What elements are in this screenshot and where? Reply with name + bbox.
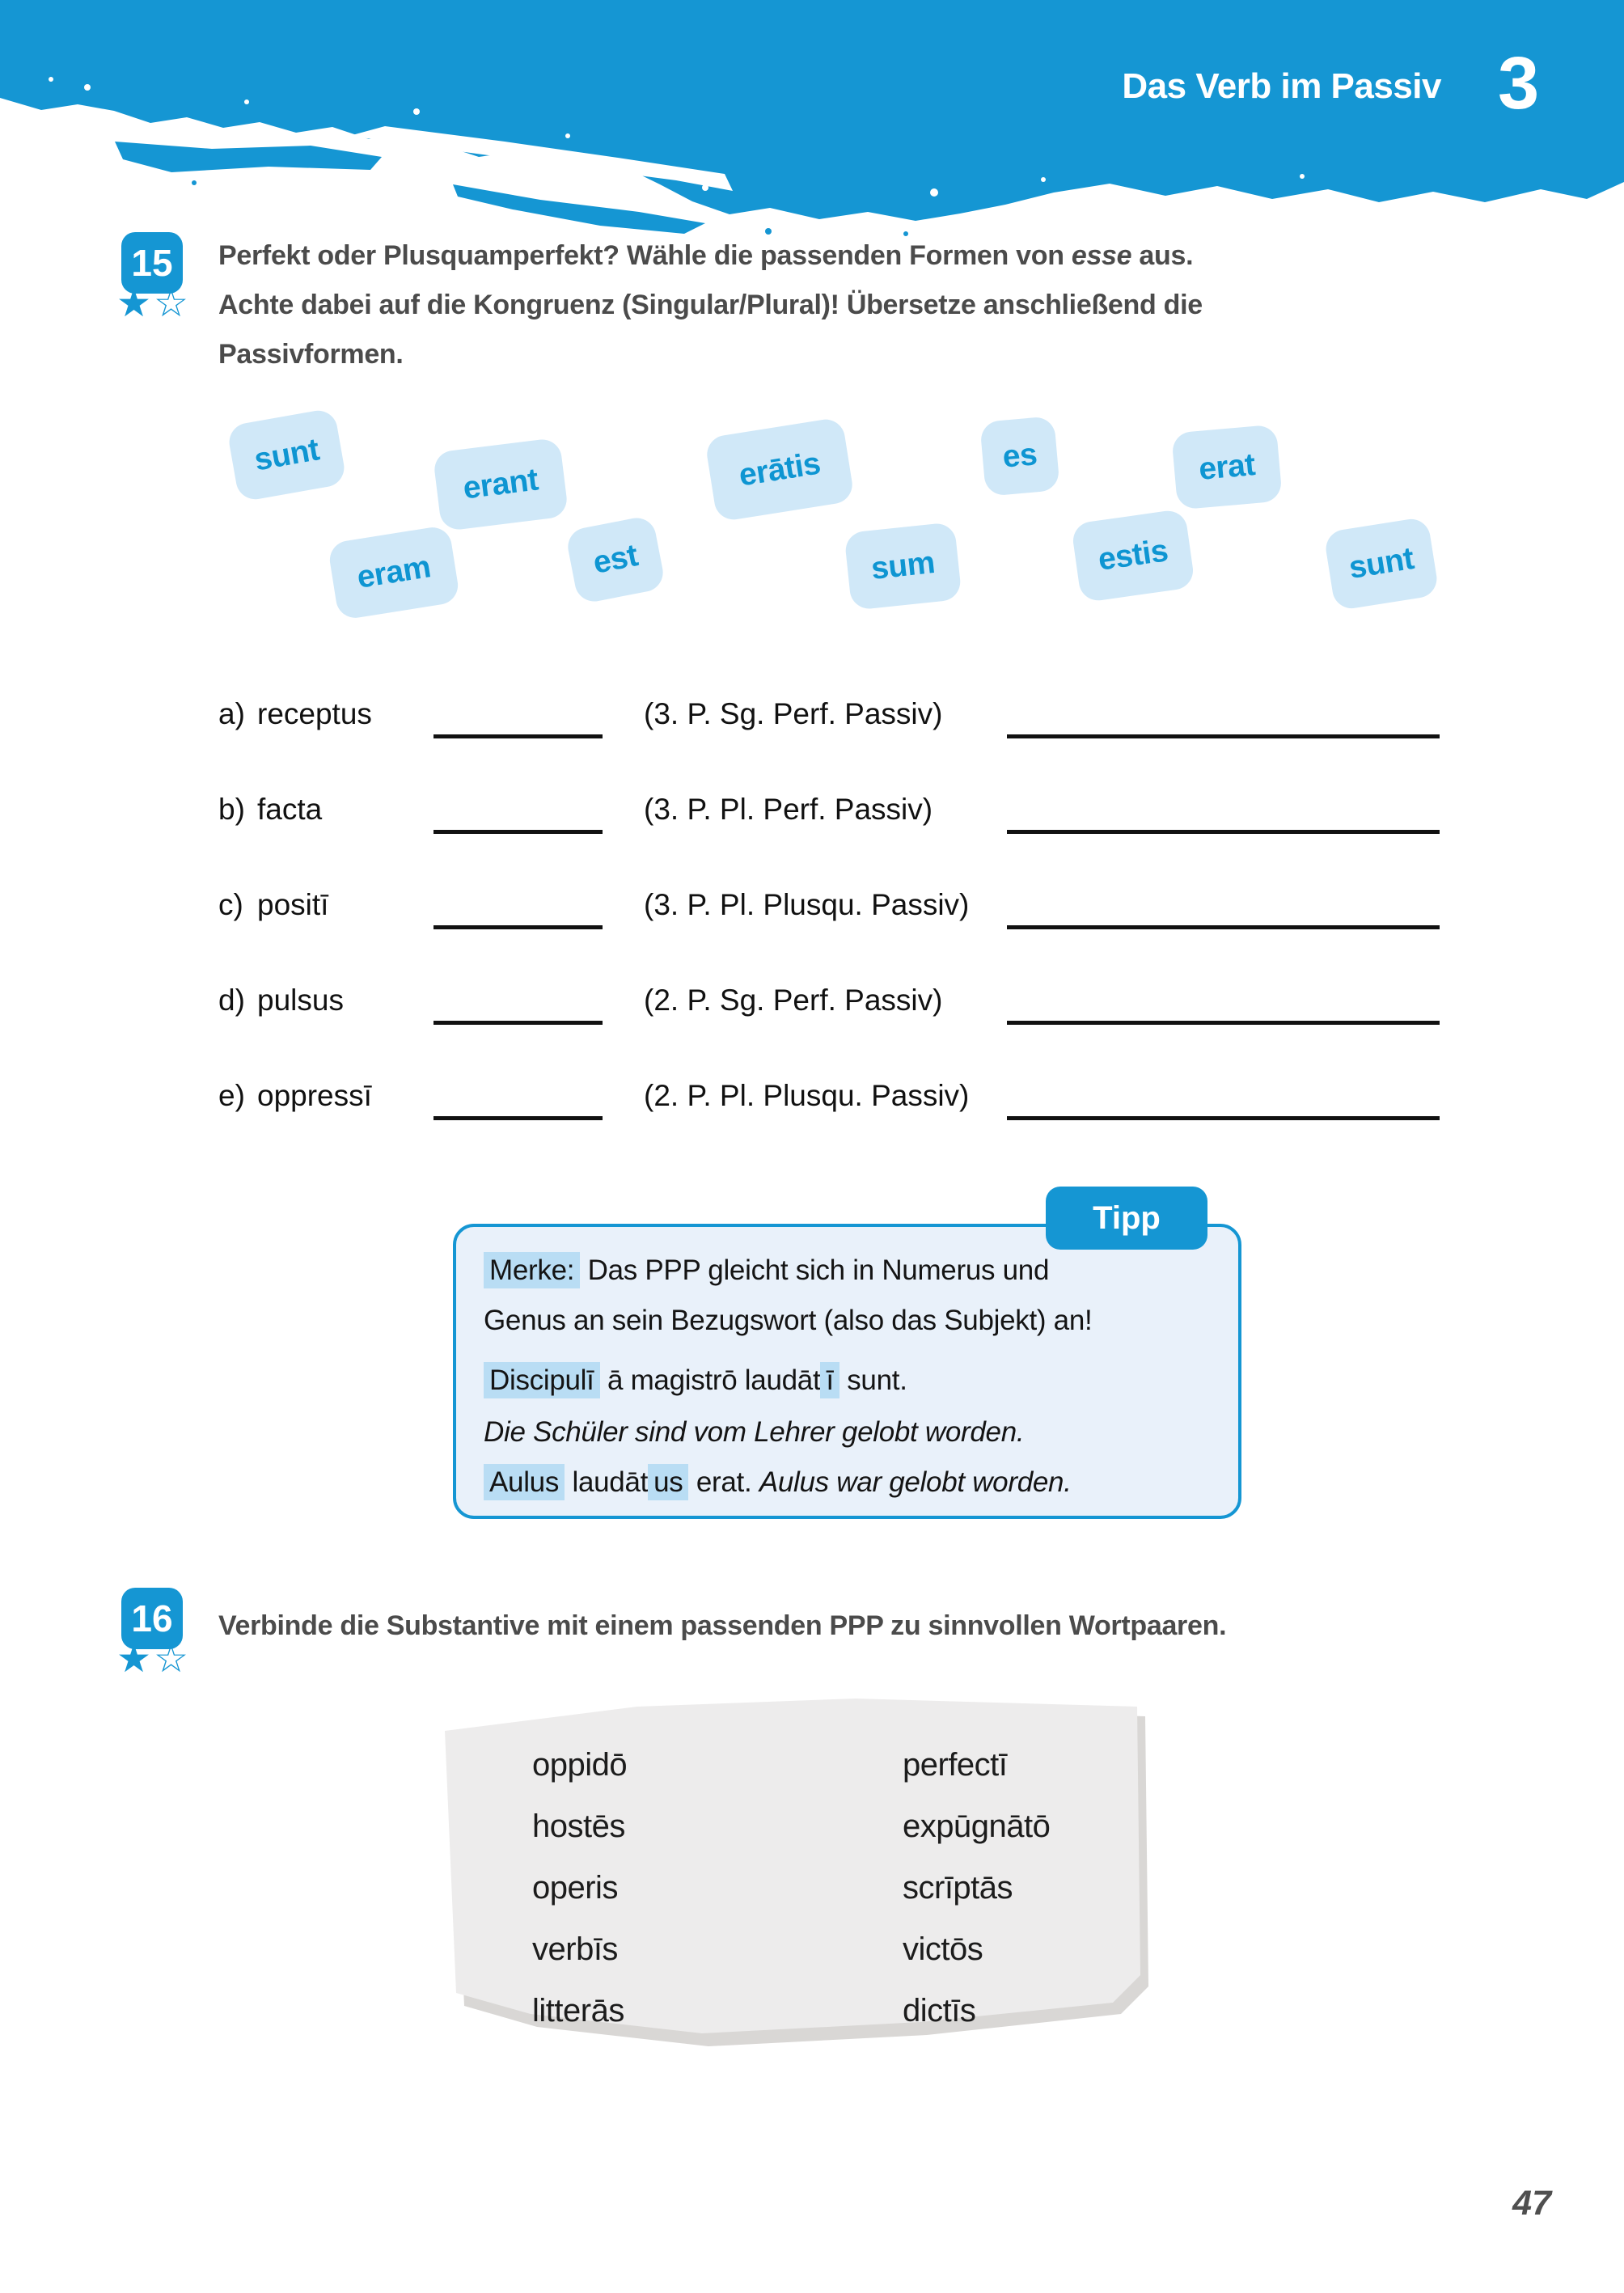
ppp-word: dictīs bbox=[903, 1993, 976, 2029]
word-pair-box bbox=[435, 1687, 1155, 2050]
noun-word: operis bbox=[532, 1870, 618, 1906]
word-bank-pill: sunt bbox=[226, 408, 347, 502]
difficulty-star-filled-icon: ★ bbox=[116, 1638, 154, 1681]
tip-merke-line2 bbox=[484, 1303, 1214, 1339]
word-bank-pill: est bbox=[565, 514, 666, 604]
tip-merke-line bbox=[484, 1253, 1214, 1288]
word-bank-pill: erat bbox=[1171, 425, 1283, 510]
noun-word: hostēs bbox=[532, 1809, 625, 1844]
instruction-text: Perfekt oder Plusquamperfekt? Wähle die passenden Formen von bbox=[218, 240, 1072, 271]
highlighted-term: Merke: bbox=[484, 1252, 580, 1288]
fill-in-row-a bbox=[218, 697, 1440, 793]
highlighted-term: Aulus bbox=[484, 1464, 565, 1500]
row-word: pulsus bbox=[257, 984, 344, 1017]
word-bank-pill: sum bbox=[844, 522, 962, 611]
tip-text: erat. bbox=[688, 1466, 759, 1498]
tip-text-italic: Die Schüler sind vom Lehrer gelobt worden. bbox=[484, 1416, 1025, 1448]
row-hint: (3. P. Sg. Perf. Passiv) bbox=[644, 697, 943, 730]
header-brush-stroke bbox=[0, 0, 1624, 243]
answer-blank-short bbox=[433, 1116, 603, 1120]
ppp-word: expūgnātō bbox=[903, 1809, 1051, 1844]
fill-in-row-d bbox=[218, 984, 1440, 1079]
instruction-text: Achte dabei auf die Kongruenz (Singular/Plural)! Übersetze anschließend die bbox=[218, 290, 1203, 320]
row-word: positī bbox=[257, 888, 329, 921]
row-hint: (2. P. Pl. Plusqu. Passiv) bbox=[644, 1079, 970, 1112]
answer-blank-long bbox=[1007, 830, 1440, 834]
tip-text: sunt. bbox=[839, 1364, 907, 1396]
exercise-15-difficulty bbox=[116, 283, 191, 325]
highlighted-term: Discipulī bbox=[484, 1362, 600, 1398]
instruction-text: aus. bbox=[1131, 240, 1194, 271]
row-label: e) bbox=[218, 1079, 245, 1112]
tip-tab-label: Tipp bbox=[1093, 1199, 1161, 1236]
row-word: facta bbox=[257, 793, 323, 826]
difficulty-star-outline-icon: ☆ bbox=[154, 282, 192, 325]
answer-blank-long bbox=[1007, 734, 1440, 738]
row-hint: (3. P. Pl. Perf. Passiv) bbox=[644, 793, 933, 826]
word-bank-pill: erant bbox=[433, 438, 569, 532]
row-label: b) bbox=[218, 793, 245, 826]
answer-blank-short bbox=[433, 925, 603, 929]
noun-word: oppidō bbox=[532, 1747, 628, 1783]
highlighted-ending: ī bbox=[820, 1362, 839, 1398]
exercise-16-difficulty bbox=[116, 1639, 191, 1681]
exercise-15-rows bbox=[218, 697, 1440, 1174]
page-number: 47 bbox=[1512, 2184, 1551, 2223]
difficulty-star-filled-icon: ★ bbox=[116, 282, 154, 325]
highlighted-ending: us bbox=[648, 1464, 688, 1500]
tip-tab bbox=[1046, 1187, 1207, 1250]
instruction-italic-word: esse bbox=[1071, 240, 1132, 271]
word-bank-pill: erātis bbox=[704, 417, 855, 522]
exercise-16-number: 16 bbox=[131, 1597, 173, 1639]
instruction-text: Passivformen. bbox=[218, 339, 404, 370]
row-label: c) bbox=[218, 888, 243, 921]
word-bank-pill: es bbox=[979, 416, 1060, 497]
noun-word: litterās bbox=[532, 1993, 624, 2029]
tip-box bbox=[453, 1224, 1241, 1519]
answer-blank-short bbox=[433, 734, 603, 738]
answer-blank-short bbox=[433, 1021, 603, 1025]
fill-in-row-e bbox=[218, 1079, 1440, 1174]
exercise-15-instruction bbox=[218, 231, 1367, 379]
tip-text: ā magistrō laudāt bbox=[599, 1364, 821, 1396]
ppp-word: victōs bbox=[903, 1931, 983, 1967]
noun-word: verbīs bbox=[532, 1931, 618, 1967]
fill-in-row-b bbox=[218, 793, 1440, 888]
ppp-word: perfectī bbox=[903, 1747, 1008, 1783]
tip-example-1-translation bbox=[484, 1415, 1214, 1450]
word-bank-pill: eram bbox=[327, 525, 460, 621]
word-bank-pill: estis bbox=[1071, 509, 1195, 603]
tip-text: Genus an sein Bezugswort (also das Subjekt) an! bbox=[484, 1305, 1093, 1336]
exercise-16-instruction bbox=[218, 1601, 1512, 1651]
chapter-number: 3 bbox=[1498, 42, 1540, 125]
row-label: d) bbox=[218, 984, 245, 1017]
row-word: oppressī bbox=[257, 1079, 372, 1112]
tip-text: laudāt bbox=[565, 1466, 649, 1498]
page-title: Das Verb im Passiv bbox=[1122, 66, 1441, 106]
tip-text: Das PPP gleicht sich in Numerus und bbox=[580, 1254, 1050, 1286]
row-word: receptus bbox=[257, 697, 372, 730]
answer-blank-long bbox=[1007, 1116, 1440, 1120]
exercise-15-number: 15 bbox=[131, 242, 173, 284]
answer-blank-short bbox=[433, 830, 603, 834]
difficulty-star-outline-icon: ☆ bbox=[154, 1638, 192, 1681]
tip-example-1 bbox=[484, 1363, 1214, 1398]
tip-example-2 bbox=[484, 1465, 1214, 1500]
answer-blank-long bbox=[1007, 925, 1440, 929]
word-bank-pill: sunt bbox=[1323, 516, 1440, 611]
row-hint: (2. P. Sg. Perf. Passiv) bbox=[644, 984, 943, 1017]
instruction-text: Verbinde die Substantive mit einem passenden PPP zu sinnvollen Wortpaaren. bbox=[218, 1610, 1227, 1641]
tip-text-italic: Aulus war gelobt worden. bbox=[759, 1466, 1072, 1498]
row-hint: (3. P. Pl. Plusqu. Passiv) bbox=[644, 888, 970, 921]
answer-blank-long bbox=[1007, 1021, 1440, 1025]
row-label: a) bbox=[218, 697, 245, 730]
fill-in-row-c bbox=[218, 888, 1440, 984]
ppp-word: scrīptās bbox=[903, 1870, 1013, 1906]
